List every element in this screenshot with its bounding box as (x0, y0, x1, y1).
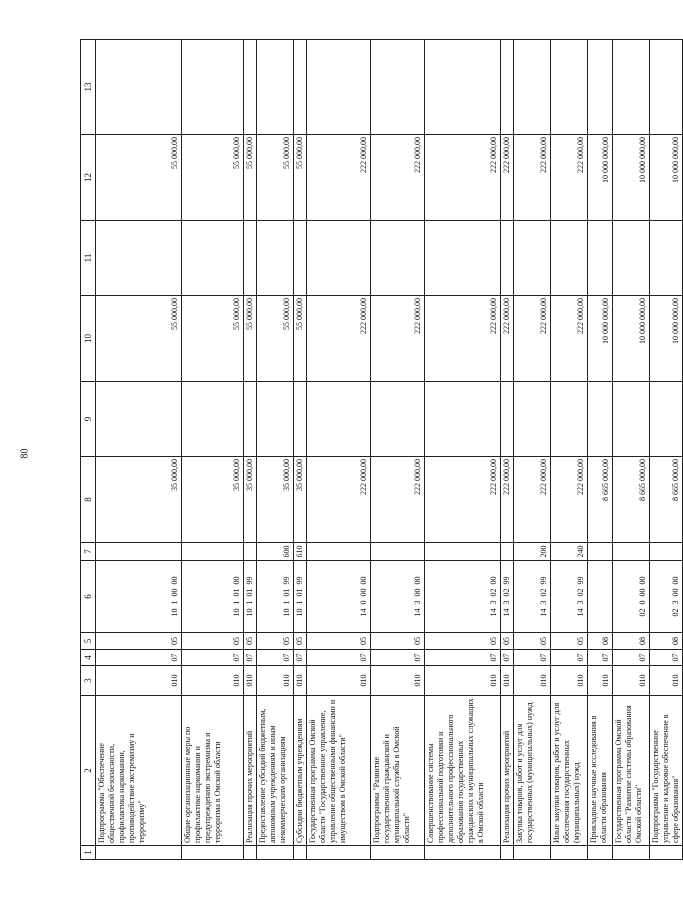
cell-13 (307, 40, 371, 135)
cell-9 (182, 382, 244, 457)
cell-13 (371, 40, 425, 135)
cell-expense-type (588, 543, 613, 561)
header-row (81, 40, 96, 860)
cell-section: 07 (96, 650, 182, 666)
col-header: 12 (81, 135, 96, 221)
table-row (96, 40, 182, 860)
cell-13 (425, 40, 501, 135)
cell-target-article: 14 3 02 99 (501, 561, 514, 633)
cell-1 (425, 846, 501, 860)
col-header: 7 (81, 543, 96, 561)
cell-section: 07 (371, 650, 425, 666)
cell-section: 07 (425, 650, 501, 666)
cell-target-article: 14 3 02 99 (551, 561, 588, 633)
cell-amount-8: 222 000,00 (307, 457, 371, 543)
cell-11 (588, 221, 613, 296)
cell-subsection: 05 (514, 633, 551, 650)
table-row (501, 40, 514, 860)
cell-code: 010 (244, 666, 257, 696)
cell-section: 07 (294, 650, 307, 666)
cell-amount-8: 222 000,00 (501, 457, 514, 543)
cell-amount-10: 55 000,00 (294, 296, 307, 382)
cell-section: 07 (514, 650, 551, 666)
cell-code: 010 (650, 666, 683, 696)
cell-target-article: 10 1 01 99 (257, 561, 294, 633)
col-header: 10 (81, 296, 96, 382)
cell-subsection: 05 (371, 633, 425, 650)
cell-amount-10: 55 000,00 (257, 296, 294, 382)
cell-target-article: 10 1 01 99 (294, 561, 307, 633)
col-header: 6 (81, 561, 96, 633)
cell-9 (514, 382, 551, 457)
cell-expense-type (371, 543, 425, 561)
cell-target-article: 10 1 01 99 (244, 561, 257, 633)
cell-target-article: 14 0 00 00 (307, 561, 371, 633)
cell-amount-12: 10 000 000,00 (613, 135, 650, 221)
cell-11 (257, 221, 294, 296)
cell-expense-type (244, 543, 257, 561)
col-header: 2 (81, 696, 96, 846)
cell-amount-12: 10 000 000,00 (588, 135, 613, 221)
table-row (613, 40, 650, 860)
cell-section: 07 (307, 650, 371, 666)
row-name: Реализация прочих мероприятий (501, 696, 514, 846)
cell-section: 07 (551, 650, 588, 666)
cell-13 (294, 40, 307, 135)
cell-amount-10: 222 000,00 (371, 296, 425, 382)
cell-13 (257, 40, 294, 135)
cell-expense-type (650, 543, 683, 561)
row-name: Подпрограмма "Обеспечение общественной безопасности, профилактика наркомании, противодействие экстремизму и терроризму" (96, 696, 182, 846)
cell-11 (294, 221, 307, 296)
cell-amount-8: 222 000,00 (425, 457, 501, 543)
col-header: 5 (81, 633, 96, 650)
cell-subsection: 05 (96, 633, 182, 650)
cell-code: 010 (294, 666, 307, 696)
cell-amount-8: 8 665 000,00 (588, 457, 613, 543)
cell-1 (96, 846, 182, 860)
cell-code: 010 (257, 666, 294, 696)
table-row (257, 40, 294, 860)
cell-amount-12: 222 000,00 (425, 135, 501, 221)
row-name: Государственная программа Омской области "Развитие системы образования Омской области" (613, 696, 650, 846)
cell-amount-8: 35 000,00 (182, 457, 244, 543)
cell-code: 010 (551, 666, 588, 696)
cell-9 (307, 382, 371, 457)
cell-amount-12: 55 000,00 (244, 135, 257, 221)
cell-expense-type (613, 543, 650, 561)
cell-subsection: 05 (551, 633, 588, 650)
cell-section: 07 (613, 650, 650, 666)
cell-1 (294, 846, 307, 860)
cell-target-article: 10 1 00 00 (96, 561, 182, 633)
cell-amount-8: 222 000,00 (551, 457, 588, 543)
cell-code: 010 (501, 666, 514, 696)
cell-code: 010 (425, 666, 501, 696)
cell-9 (257, 382, 294, 457)
cell-9 (551, 382, 588, 457)
cell-section: 07 (182, 650, 244, 666)
cell-amount-10: 222 000,00 (425, 296, 501, 382)
cell-expense-type: 610 (294, 543, 307, 561)
cell-subsection: 05 (294, 633, 307, 650)
cell-expense-type: 600 (257, 543, 294, 561)
cell-9 (244, 382, 257, 457)
cell-subsection: 08 (650, 633, 683, 650)
cell-9 (501, 382, 514, 457)
cell-1 (501, 846, 514, 860)
cell-1 (307, 846, 371, 860)
cell-subsection: 05 (307, 633, 371, 650)
cell-amount-8: 35 000,00 (96, 457, 182, 543)
cell-13 (182, 40, 244, 135)
cell-section: 07 (244, 650, 257, 666)
col-header: 8 (81, 457, 96, 543)
cell-expense-type (307, 543, 371, 561)
cell-amount-12: 222 000,00 (307, 135, 371, 221)
col-header: 11 (81, 221, 96, 296)
cell-11 (96, 221, 182, 296)
cell-amount-8: 222 000,00 (514, 457, 551, 543)
col-header: 13 (81, 40, 96, 135)
cell-13 (96, 40, 182, 135)
cell-11 (613, 221, 650, 296)
cell-1 (182, 846, 244, 860)
cell-target-article: 14 3 00 00 (371, 561, 425, 633)
cell-amount-12: 55 000,00 (257, 135, 294, 221)
cell-amount-10: 55 000,00 (182, 296, 244, 382)
cell-1 (551, 846, 588, 860)
cell-amount-8: 8 665 000,00 (650, 457, 683, 543)
cell-amount-10: 222 000,00 (551, 296, 588, 382)
cell-amount-12: 55 000,00 (182, 135, 244, 221)
cell-subsection: 08 (613, 633, 650, 650)
cell-11 (650, 221, 683, 296)
cell-13 (650, 40, 683, 135)
cell-13 (514, 40, 551, 135)
table-row (588, 40, 613, 860)
cell-expense-type (182, 543, 244, 561)
cell-amount-8: 35 000,00 (257, 457, 294, 543)
cell-13 (588, 40, 613, 135)
row-name: Государственная программа Омской области "Государственное управление, управление общественными финансами и имуществом в Омской области" (307, 696, 371, 846)
cell-amount-8: 8 665 000,00 (613, 457, 650, 543)
cell-amount-8: 222 000,00 (371, 457, 425, 543)
cell-amount-10: 10 000 000,00 (650, 296, 683, 382)
table-row (514, 40, 551, 860)
cell-11 (371, 221, 425, 296)
table-row (182, 40, 244, 860)
cell-section: 07 (588, 650, 613, 666)
cell-subsection: 05 (257, 633, 294, 650)
budget-table (80, 39, 683, 860)
cell-code: 010 (182, 666, 244, 696)
cell-target-article: 14 3 02 00 (425, 561, 501, 633)
cell-subsection: 05 (425, 633, 501, 650)
table-row (371, 40, 425, 860)
cell-code: 010 (514, 666, 551, 696)
cell-expense-type: 240 (551, 543, 588, 561)
cell-1 (588, 846, 613, 860)
cell-subsection: 05 (501, 633, 514, 650)
cell-11 (244, 221, 257, 296)
cell-subsection: 05 (244, 633, 257, 650)
cell-9 (588, 382, 613, 457)
cell-section: 07 (257, 650, 294, 666)
row-name: Иные закупки товаров, работ и услуг для обеспечения государственных (муниципальных) нужд (551, 696, 588, 846)
row-name: Прикладные научные исследования в области образования (588, 696, 613, 846)
col-header: 3 (81, 666, 96, 696)
cell-amount-10: 222 000,00 (514, 296, 551, 382)
cell-9 (650, 382, 683, 457)
cell-expense-type: 200 (514, 543, 551, 561)
cell-1 (613, 846, 650, 860)
cell-amount-10: 55 000,00 (244, 296, 257, 382)
cell-code: 010 (588, 666, 613, 696)
cell-amount-8: 35 000,00 (244, 457, 257, 543)
cell-11 (425, 221, 501, 296)
cell-subsection: 05 (182, 633, 244, 650)
cell-amount-12: 222 000,00 (514, 135, 551, 221)
cell-amount-10: 10 000 000,00 (613, 296, 650, 382)
cell-code: 010 (96, 666, 182, 696)
cell-amount-10: 55 000,00 (96, 296, 182, 382)
table-row (650, 40, 683, 860)
row-name: Совершенствование системы профессиональной подготовки и дополнительного профессионального образования государственных гражданских и муниципальных служащих в Омской области (425, 696, 501, 846)
cell-code: 010 (613, 666, 650, 696)
cell-9 (96, 382, 182, 457)
row-name: Общие организационные меры по профилактике наркомании и предупреждению экстремизма и терроризма в Омской области (182, 696, 244, 846)
page-number: 80 (19, 448, 31, 459)
cell-subsection: 08 (588, 633, 613, 650)
cell-code: 010 (307, 666, 371, 696)
cell-1 (650, 846, 683, 860)
cell-section: 07 (501, 650, 514, 666)
cell-amount-10: 10 000 000,00 (588, 296, 613, 382)
row-name: Закупка товаров, работ и услуг для государственных (муниципальных) нужд (514, 696, 551, 846)
cell-target-article (588, 561, 613, 633)
cell-11 (551, 221, 588, 296)
table-row (294, 40, 307, 860)
cell-11 (182, 221, 244, 296)
cell-amount-12: 222 000,00 (551, 135, 588, 221)
row-name: Подпрограмма "Развитие государственной гражданской и муниципальной службы в Омской области" (371, 696, 425, 846)
cell-target-article: 02 0 00 00 (613, 561, 650, 633)
cell-1 (371, 846, 425, 860)
col-header: 4 (81, 650, 96, 666)
cell-13 (501, 40, 514, 135)
cell-target-article: 10 1 01 00 (182, 561, 244, 633)
row-name: Подпрограмма "Государственное управление и кадровое обеспечение в сфере образования" (650, 696, 683, 846)
cell-1 (257, 846, 294, 860)
cell-amount-8: 35 000,00 (294, 457, 307, 543)
cell-13 (613, 40, 650, 135)
cell-amount-12: 10 000 000,00 (650, 135, 683, 221)
cell-9 (371, 382, 425, 457)
col-header: 9 (81, 382, 96, 457)
cell-amount-10: 222 000,00 (307, 296, 371, 382)
cell-amount-12: 55 000,00 (96, 135, 182, 221)
cell-11 (307, 221, 371, 296)
rotated-page (80, 40, 680, 860)
cell-1 (514, 846, 551, 860)
cell-11 (514, 221, 551, 296)
cell-expense-type (96, 543, 182, 561)
cell-amount-10: 222 000,00 (501, 296, 514, 382)
row-name: Реализация прочих мероприятий (244, 696, 257, 846)
col-header: 1 (81, 846, 96, 860)
table-row (307, 40, 371, 860)
cell-9 (425, 382, 501, 457)
cell-code: 010 (371, 666, 425, 696)
cell-amount-12: 55 000,00 (294, 135, 307, 221)
cell-target-article: 02 3 00 00 (650, 561, 683, 633)
cell-9 (294, 382, 307, 457)
cell-section: 07 (650, 650, 683, 666)
table-row (244, 40, 257, 860)
row-name: Субсидии бюджетным учреждениям (294, 696, 307, 846)
cell-13 (244, 40, 257, 135)
cell-amount-12: 222 000,00 (371, 135, 425, 221)
table-row (425, 40, 501, 860)
cell-expense-type (425, 543, 501, 561)
cell-expense-type (501, 543, 514, 561)
cell-amount-12: 222 000,00 (501, 135, 514, 221)
cell-9 (613, 382, 650, 457)
cell-target-article: 14 3 02 99 (514, 561, 551, 633)
cell-1 (244, 846, 257, 860)
row-name: Предоставление субсидий бюджетным, автономным учреждениям и иным некоммерческим организациям (257, 696, 294, 846)
cell-13 (551, 40, 588, 135)
table-row (551, 40, 588, 860)
cell-11 (501, 221, 514, 296)
